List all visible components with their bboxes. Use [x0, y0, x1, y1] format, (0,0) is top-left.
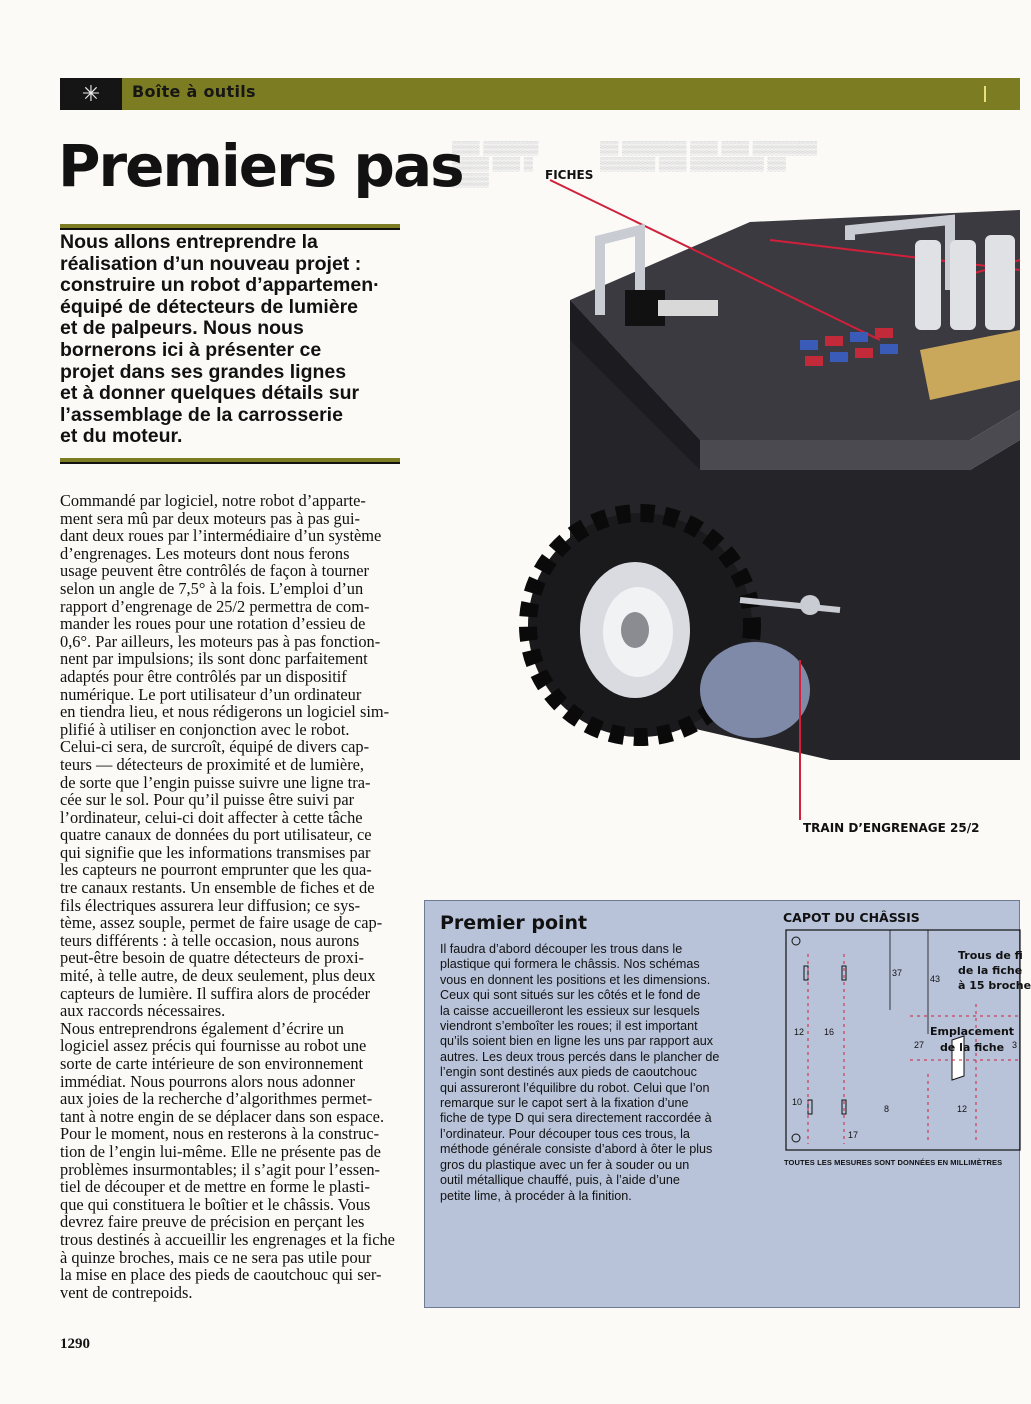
info-line: petite lime, à procéder à la finition.	[440, 1188, 632, 1203]
intro-line: Nous allons entreprendre la	[60, 231, 318, 253]
info-line: Il faudra d’abord découper les trous dans le	[440, 942, 683, 956]
intro-rule	[60, 458, 400, 464]
intro-line: l’assemblage de la carrosserie	[60, 403, 343, 426]
body-line: aux joies de la recherche d’algorithmes permet-	[60, 1089, 373, 1109]
header-tick-mark	[984, 86, 986, 102]
info-line: outil métallique chauffé, puis, à l’aide d’une	[440, 1173, 680, 1188]
dimension-label: 8	[884, 1104, 890, 1114]
body-line: l’ordinateur, celui-ci doit affecter à cette tâche	[60, 807, 363, 827]
body-line: problèmes insurmontables; il s’agit pour l’essen-	[60, 1159, 381, 1179]
body-line: Pour le moment, nous en resterons à la construc-	[60, 1124, 380, 1144]
body-line: la mise en place des pieds de caoutchouc qui ser-	[60, 1265, 382, 1285]
info-line: remarque sur le capot sert à la fixation d’une	[440, 1096, 689, 1111]
body-line: Commandé par logiciel, notre robot d’apparte-	[60, 491, 366, 510]
body-line: qui signifie que les informations transmises par	[60, 842, 371, 862]
intro-line: projet dans ses grandes lignes	[60, 360, 347, 383]
info-line: autres. Les deux trous percés dans le plancher de	[440, 1049, 720, 1064]
body-line: usage peuvent être contrôlés de façon à tourner	[60, 561, 370, 581]
label-trous-line: Trous de fi	[958, 949, 1023, 962]
body-line: aux raccords nécessaires.	[60, 1001, 226, 1021]
capacitor	[915, 240, 941, 330]
dimension-label: 17	[848, 1130, 859, 1140]
body-line: Celui-ci sera, de surcroît, équipé de divers cap-	[60, 737, 370, 757]
body-line: logiciel assez précis qui fournisse au robot une	[60, 1036, 367, 1056]
body-line: trous destinés à accueillir les engrenages et la fiche	[60, 1229, 395, 1249]
body-line: selon un angle de 7,5° à la fois. L’emploi d’un	[60, 578, 364, 598]
body-line: teurs différents : à telle occasion, nous aurons	[60, 930, 360, 950]
dimension-label: 37	[892, 968, 903, 978]
info-line: vous en donnent les positions et les dimensions.	[440, 972, 711, 987]
capacitor	[985, 235, 1015, 330]
body-line: de sorte que l’engin puisse suivre une ligne tra-	[60, 772, 371, 792]
body-line: tant à notre engin de se déplacer dans son espace.	[60, 1106, 385, 1126]
info-box-body	[440, 942, 780, 1204]
body-line: en tiendra lieu, et nous rédigerons un logiciel sim-	[60, 702, 390, 722]
body-line: plifié à utiliser en conjonction avec le robot.	[60, 719, 350, 739]
body-line: immédiat. Nous pourrons alors nous adonner	[60, 1071, 355, 1091]
label-emplacement-line: de la fiche	[939, 1041, 1005, 1054]
intro-line: construire un robot d’appartemen·	[60, 274, 380, 297]
body-line: ment sera mû par deux moteurs pas à pas gui-	[60, 508, 360, 528]
dimension-label: 12	[957, 1104, 968, 1114]
body-line: cée sur le sol. Pour qu’il puisse être suivi par	[60, 790, 355, 810]
dimension-label: 16	[824, 1027, 835, 1037]
body-line: quatre canaux de données du port utilisateur, ce	[60, 825, 372, 845]
dimension-label: 27	[914, 1040, 925, 1050]
body-line: peut-être besoin de quatre détecteurs de proxi-	[60, 948, 365, 968]
robot-illustration	[410, 140, 1020, 860]
body-line: Nous entreprendrons également d’écrire un	[60, 1018, 344, 1038]
body-line: à quinze broches, mais ce ne sera pas utile pour	[60, 1247, 372, 1267]
info-line: viendront s’emboîter les roues; il est important	[440, 1019, 698, 1034]
body-line: tion de l’engin lui-même. Elle ne présente pas de	[60, 1141, 381, 1161]
dimension-label: 3	[1012, 1040, 1018, 1050]
body-line: mander les roues pour une rotation d’essieu de	[60, 614, 366, 634]
body-line: sorte de carte intérieure de son environnement	[60, 1054, 364, 1073]
dimension-label: 10	[792, 1097, 803, 1107]
body-text	[60, 492, 404, 1301]
body-line: devrez faire preuve de précision en perçant les	[60, 1212, 365, 1232]
info-line: qui assureront l’équilibre du robot. Celui que l’on	[440, 1080, 710, 1095]
body-line: tème, assez souple, permet de faire usage de cap-	[60, 913, 383, 933]
bleed-through-text: ▒▒ ▒▒▒▒▒▒▒ ▒▒▒ ▒▒▒ ▒▒▒▒▒▒▒ ▒▒▒▒▒▒ ▒▒▒ ▒▒▒▒▒▒▒▒ ▒▒	[600, 140, 818, 171]
body-line: numérique. Le port utilisateur d’un ordinateur	[60, 684, 362, 704]
info-line: fiche de type D qui sera directement raccordée à	[440, 1111, 712, 1126]
info-line: la caisse accueilleront les essieux sur lesquels	[440, 1003, 700, 1018]
page-title: Premiers pas	[58, 132, 463, 200]
body-line: rapport d’engrenage de 25/2 permettra de com-	[60, 596, 370, 616]
body-line: capteurs de lumière. Il suffira alors de procéder	[60, 983, 371, 1003]
info-line: méthode générale consiste d’abord à ôter le plus	[440, 1142, 713, 1157]
capacitor	[950, 240, 976, 330]
body-line: tiel de découper et de mettre en forme le plasti-	[60, 1177, 370, 1197]
label-trous-line: à 15 broche	[958, 979, 1031, 992]
dimension-label: 12	[794, 1027, 805, 1037]
body-line: que qui constituera le boîtier et le châssis. Vous	[60, 1194, 371, 1214]
label-fiches: FICHES	[545, 168, 594, 182]
info-line: qu’ils soient bien en ligne les uns par rapport aux	[440, 1034, 714, 1049]
diagram-caption: TOUTES LES MESURES SONT DONNÉES EN MILLIMÈTRES	[784, 1158, 1003, 1167]
page-number: 1290	[60, 1336, 90, 1352]
info-line: l’engin sont destinés aux pieds de caoutchouc	[440, 1065, 697, 1080]
intro-line: et du moteur.	[60, 425, 183, 448]
diagram-title: CAPOT DU CHÂSSIS	[783, 910, 920, 925]
intro-line: bornerons ici à présenter ce	[60, 338, 322, 361]
label-emplacement	[930, 1024, 1014, 1056]
dimension-label: 43	[930, 974, 941, 984]
body-line: dant deux roues par l’intermédiaire d’un système	[60, 526, 382, 546]
body-line: 0,6°. Par ailleurs, les moteurs pas à pas fonction-	[60, 631, 381, 651]
body-line: teurs — détecteurs de proximité et de lumière,	[60, 754, 365, 774]
info-line: l’ordinateur. Pour découper tous ces trous, la	[440, 1126, 690, 1141]
label-trous-line: de la fiche	[958, 964, 1023, 977]
body-line: adaptés pour être contrôlés par un dispositif	[60, 666, 347, 686]
title-rule	[60, 224, 400, 230]
body-line: les capteurs ne pourront emprunter que les qua-	[60, 860, 372, 880]
info-line: gros du plastique avec un fer à souder ou un	[440, 1157, 690, 1172]
body-line: nent par impulsions; ils sont donc parfaitement	[60, 649, 368, 669]
info-line: Ceux qui sont situés sur les côtés et le fond de	[440, 988, 701, 1003]
intro-line: équipé de détecteurs de lumière	[60, 295, 359, 318]
body-line: d’engrenages. Les moteurs dont nous ferons	[60, 543, 350, 563]
body-line: tre canaux restants. Un ensemble de fiches et de	[60, 878, 375, 898]
gear-housing	[700, 642, 810, 738]
body-line: fils électriques assurera leur diffusion; ce sys-	[60, 895, 361, 915]
info-box-title: Premier point	[440, 912, 588, 934]
intro-paragraph	[60, 232, 405, 448]
toolbox-star-icon: ✳	[60, 78, 122, 110]
intro-line: et de palpeurs. Nous nous	[60, 317, 304, 340]
info-line: plastique qui formera le châssis. Nos schémas	[440, 957, 700, 972]
label-trous	[958, 948, 1031, 993]
intro-line: réalisation d’un nouveau projet :	[60, 252, 362, 275]
section-label: Boîte à outils	[132, 82, 256, 101]
bleed-through-text: ▒▒▒ ▒▒▒▒▒▒ ▒▒▒▒ ▒▒▒ ▒ ▒▒▒▒	[452, 140, 539, 187]
intro-line: et à donner quelques détails sur	[60, 382, 360, 405]
label-train-engrenage: TRAIN D’ENGRENAGE 25/2	[803, 821, 980, 835]
body-line: mité, à telle autre, de deux seulement, plus deux	[60, 966, 376, 986]
label-emplacement-line: Emplacement	[930, 1025, 1015, 1038]
body-line: vent de contrepoids.	[60, 1282, 193, 1302]
